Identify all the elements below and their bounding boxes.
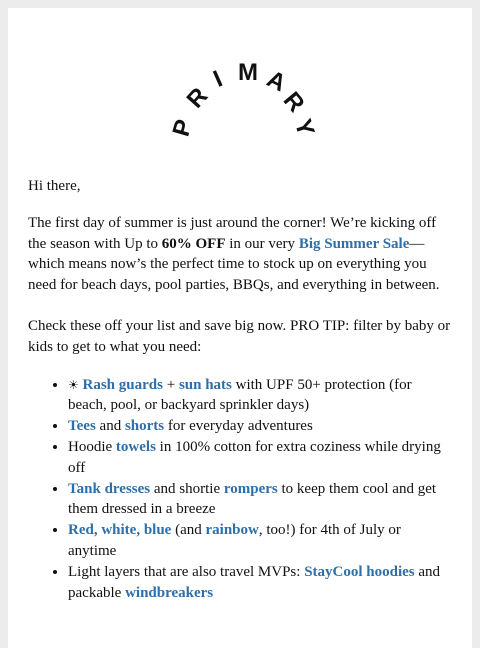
rash-guards-link[interactable]: Rash guards xyxy=(82,376,163,393)
list-text: + xyxy=(162,376,179,393)
logo-letter-p: P xyxy=(167,116,198,140)
logo-letter-r2: R xyxy=(277,86,310,118)
intro-text-3: —which means now’s the perfect time to stock up on everything you need for beach days, pool parties, BBQs, and everything in between. xyxy=(28,235,440,294)
sun-icon: ☀ xyxy=(68,377,79,392)
list-text: Light layers that are also travel MVPs: xyxy=(68,563,305,580)
list-text: to keep them cool and get them dressed in a breeze xyxy=(68,480,437,518)
primary-logo-mark xyxy=(167,56,320,140)
list-text: in 100% cotton for extra coziness while drying off xyxy=(68,438,441,476)
red-white-blue-link[interactable]: Red, white, blue xyxy=(68,522,172,539)
shorts-link[interactable]: shorts xyxy=(124,418,165,435)
sun-hats-link[interactable]: sun hats xyxy=(178,376,232,393)
email-body xyxy=(28,176,452,603)
logo-letter-r1: R xyxy=(181,82,214,114)
intro-text-1: The first day of summer is just around the corner! We’re kicking off the season with Up to xyxy=(28,214,437,252)
big-summer-sale-link[interactable]: Big Summer Sale xyxy=(298,235,410,252)
list-item-towels xyxy=(68,437,452,479)
staycool-hoodies-link[interactable]: StayCool hoodies xyxy=(304,563,415,580)
list-text: and packable xyxy=(68,563,441,601)
logo-letter-i: I xyxy=(209,65,227,93)
windbreakers-link[interactable]: windbreakers xyxy=(125,584,214,601)
greeting: Hi there, xyxy=(28,178,81,194)
list-text: and xyxy=(95,418,125,435)
list-text: Hoodie xyxy=(68,438,116,455)
discount-text: 60% OFF xyxy=(161,235,226,252)
tank-dresses-link[interactable]: Tank dresses xyxy=(68,480,151,497)
tees-link[interactable]: Tees xyxy=(68,418,96,435)
pro-tip-paragraph: Check these off your list and save big now. PRO TIP: filter by baby or kids to get to what you need: xyxy=(28,317,451,355)
list-text: , too!) for 4th of July or anytime xyxy=(68,522,401,559)
primary-logo[interactable] xyxy=(8,8,472,148)
list-item-red-white-blue xyxy=(68,520,452,562)
list-item-tees xyxy=(68,416,452,437)
email-card xyxy=(8,8,472,648)
list-item-tank-dresses xyxy=(68,479,452,521)
logo-letter-a: A xyxy=(262,65,291,98)
list-text: for everyday adventures xyxy=(164,418,313,435)
list-item-light-layers xyxy=(68,562,452,604)
towels-link[interactable]: towels xyxy=(115,438,156,455)
list-item-rash-guards xyxy=(68,375,452,417)
list-text: (and xyxy=(171,522,206,539)
intro-paragraph xyxy=(28,213,452,296)
list-text: and shortie xyxy=(150,480,224,497)
logo-letter-y: Y xyxy=(288,115,320,140)
intro-text-2: in our very xyxy=(225,235,299,252)
list-text: with UPF 50+ protection (for beach, pool, or backyard sprinkler days) xyxy=(68,376,412,414)
logo-letter-m: M xyxy=(238,59,258,86)
rainbow-link[interactable]: rainbow xyxy=(205,522,259,539)
product-list xyxy=(28,375,452,604)
rompers-link[interactable]: rompers xyxy=(223,480,278,497)
